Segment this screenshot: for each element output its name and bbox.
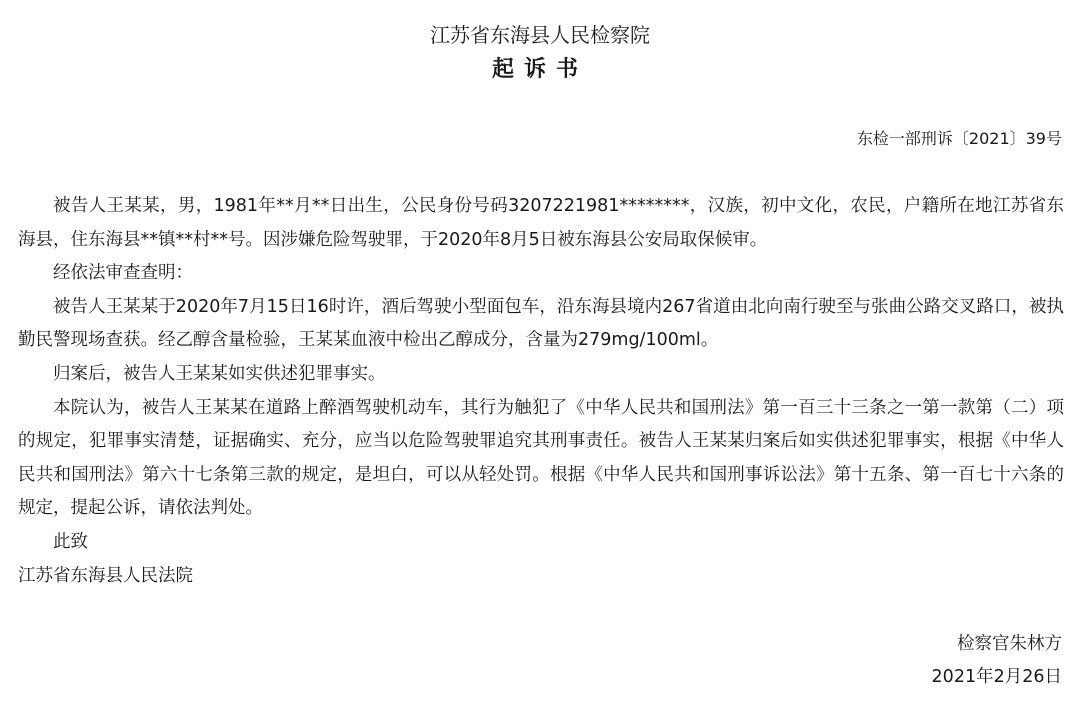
organization-title: 江苏省东海县人民检察院: [430, 23, 650, 47]
opinion-paragraph: 本院认为，被告人王某某在道路上醉酒驾驶机动车，其行为触犯了《中华人民共和国刑法》第一百三十三条之一第一款第（二）项的规定，犯罪事实清楚，证据确实、充分，应当以危险驾驶罪追究其刑事责任。被告人王某某归案后如实供述犯罪事实，根据《中华人民共和国刑法》第六十七条第三款的规定，是坦白，可以从轻处罚。根据《中华人民共和国刑事诉讼法》第十五条、第一百七十六条的规定，提起公诉，请依法判处。: [18, 397, 1064, 519]
document-date: 2021年2月26日: [931, 667, 1062, 687]
salutation: 此致: [53, 531, 88, 552]
investigation-heading: 经依法审查查明：: [53, 263, 193, 284]
document-number: 东检一部刑诉〔2021〕39号: [856, 129, 1062, 148]
document-body: [18, 190, 1064, 593]
prosecutor-signature: 检察官朱林方: [957, 634, 1062, 654]
document-title: 起诉书: [491, 57, 588, 82]
confession-paragraph: 归案后，被告人王某某如实供述犯罪事实。: [53, 363, 386, 384]
defendant-info-paragraph: 被告人王某某，男，1981年**月**日出生，公民身份号码3207221981********，汉族，初中文化，农民，户籍所在地江苏省东海县，住东海县**镇**村**号。因涉嫌危险驾驶罪，于2020年8月5日被东海县公安局取保候审。: [18, 196, 1064, 250]
recipient-court: 江苏省东海县人民法院: [18, 565, 193, 586]
facts-paragraph: 被告人王某某于2020年7月15日16时许，酒后驾驶小型面包车，沿东海县境内267省道由北向南行驶至与张曲公路交叉路口，被执勤民警现场查获。经乙醇含量检验，王某某血液中检出乙醇成分，含量为279mg/100ml。: [18, 296, 1064, 351]
signature-block: [932, 628, 1062, 694]
